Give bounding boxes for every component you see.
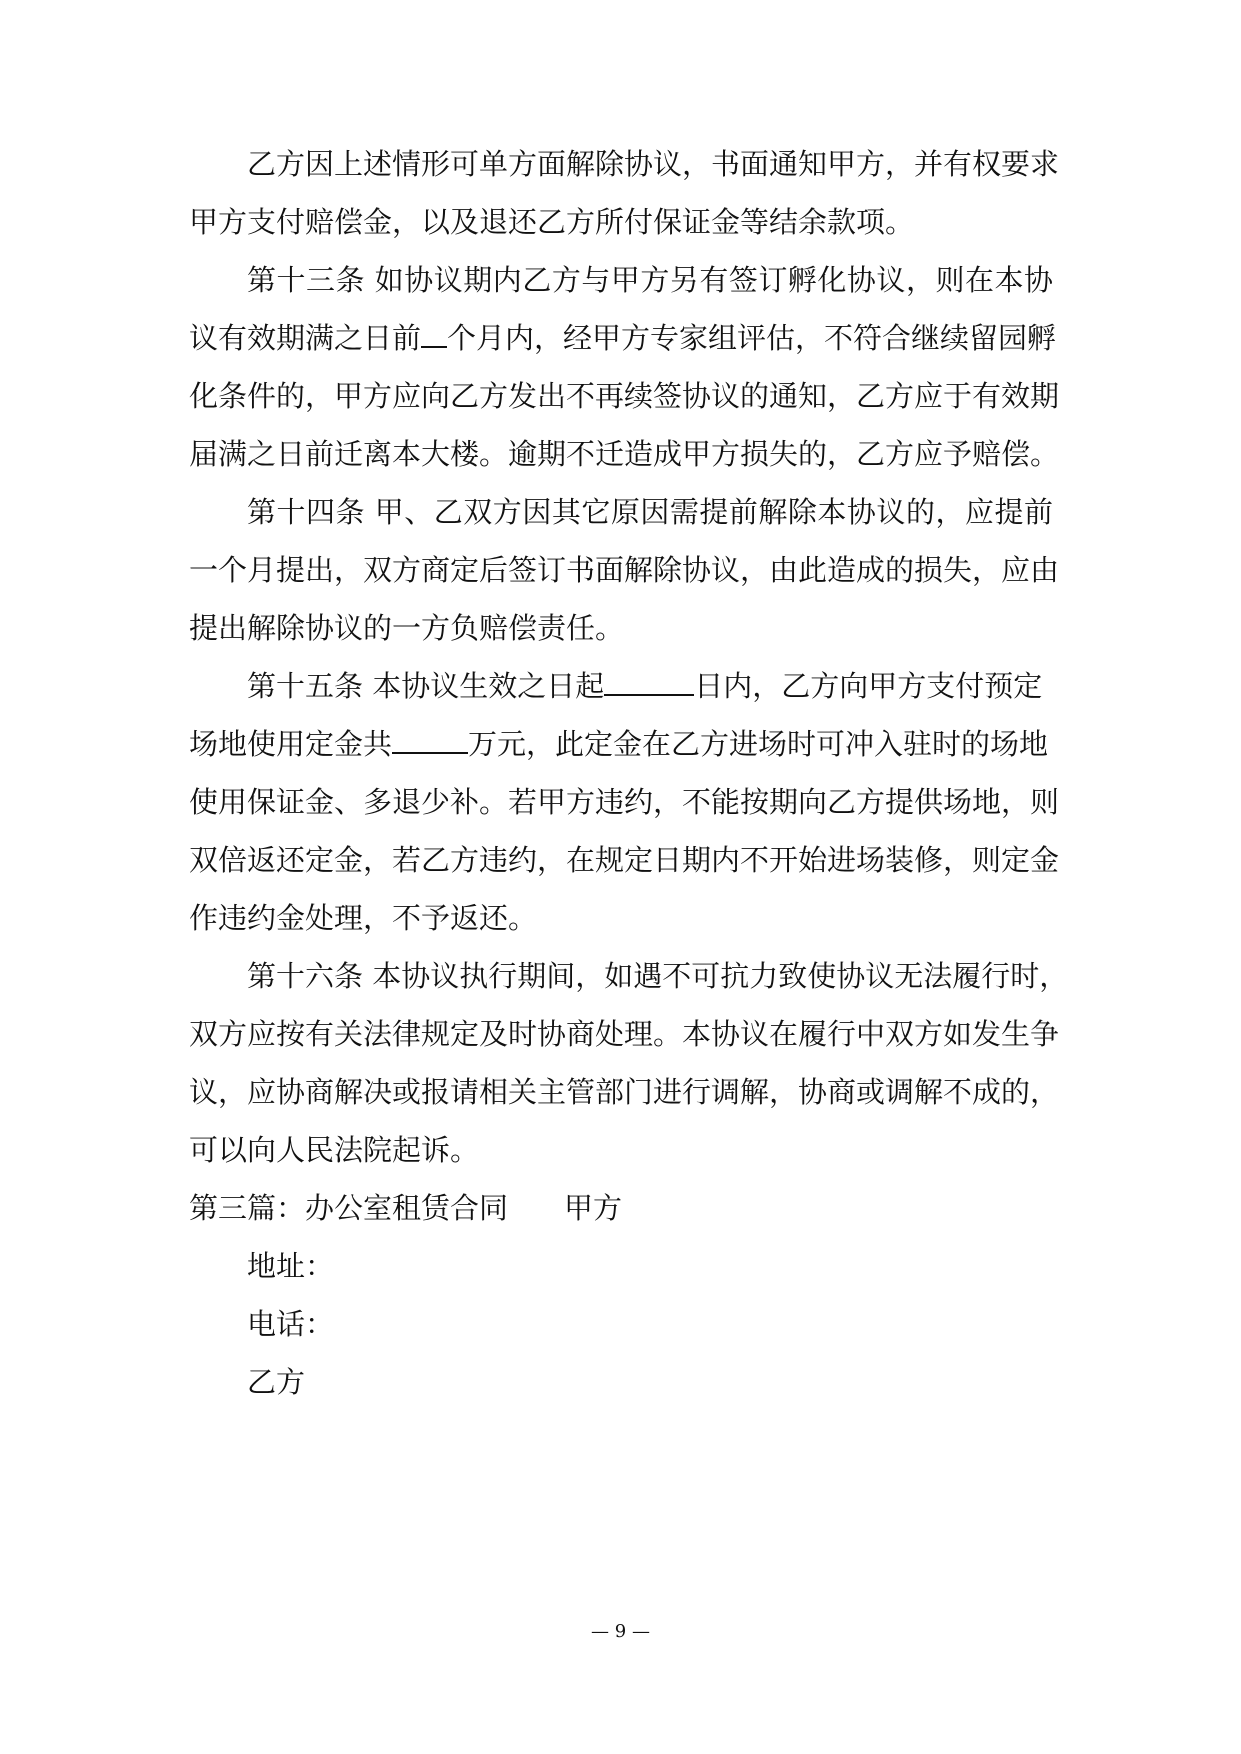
party-a-label: 甲方 bbox=[564, 1191, 623, 1225]
page-number: — 9 — bbox=[591, 1621, 650, 1642]
article-15-line: 双倍返还定金，若乙方违约，在规定日期内不开始进场装修，则定金 bbox=[189, 843, 1060, 877]
article-14-line: 一个月提出，双方商定后签订书面解除协议，由此造成的损失，应由 bbox=[189, 553, 1060, 587]
text-segment: 场地使用定金共 bbox=[189, 727, 393, 761]
article-15-line: 作违约金处理，不予返还。 bbox=[189, 901, 538, 935]
section-heading bbox=[189, 1188, 1059, 1228]
text-segment: 日内，乙方向甲方支付预定 bbox=[694, 669, 1043, 703]
paragraph-line: 乙方因上述情形可单方面解除协议，书面通知甲方，并有权要求 bbox=[247, 147, 1060, 181]
article-13-line: 化条件的，甲方应向乙方发出不再续签协议的通知，乙方应于有效期 bbox=[189, 379, 1060, 413]
paragraph-line: 甲方支付赔偿金，以及退还乙方所付保证金等结余款项。 bbox=[189, 205, 915, 239]
fill-in-blank bbox=[421, 320, 447, 348]
text-segment: 议有效期满之日前 bbox=[189, 321, 422, 355]
text-segment: 第十五条 本协议生效之日起 bbox=[247, 669, 605, 703]
article-13-line: 第十三条 如协议期内乙方与甲方另有签订孵化协议，则在本协 bbox=[247, 263, 1053, 297]
article-16-line: 双方应按有关法律规定及时协商处理。本协议在履行中双方如发生争 bbox=[189, 1017, 1060, 1051]
fill-in-blank bbox=[392, 726, 468, 754]
section-title: 第三篇：办公室租赁合同 bbox=[189, 1191, 509, 1225]
article-14-line: 提出解除协议的一方负赔偿责任。 bbox=[189, 611, 625, 645]
article-15-line: 使用保证金、多退少补。若甲方违约，不能按期向乙方提供场地，则 bbox=[189, 785, 1060, 819]
article-15-line bbox=[247, 666, 1053, 706]
article-16-line: 议，应协商解决或报请相关主管部门进行调解，协商或调解不成的， bbox=[189, 1075, 1060, 1109]
text-segment: 个月内，经甲方专家组评估，不符合继续留园孵 bbox=[447, 321, 1057, 355]
article-15-line bbox=[189, 724, 1059, 764]
fill-in-blank bbox=[604, 668, 694, 696]
party-b-label: 乙方 bbox=[247, 1365, 306, 1399]
article-14-line: 第十四条 甲、乙双方因其它原因需提前解除本协议的，应提前 bbox=[247, 495, 1053, 529]
article-16-line: 第十六条 本协议执行期间，如遇不可抗力致使协议无法履行时， bbox=[247, 959, 1069, 993]
address-label: 地址： bbox=[247, 1249, 335, 1283]
article-16-line: 可以向人民法院起诉。 bbox=[189, 1133, 480, 1167]
phone-label: 电话： bbox=[247, 1307, 335, 1341]
article-13-line bbox=[189, 318, 1059, 358]
text-segment: 万元，此定金在乙方进场时可冲入驻时的场地 bbox=[468, 727, 1049, 761]
article-13-line: 届满之日前迁离本大楼。逾期不迁造成甲方损失的，乙方应予赔偿。 bbox=[189, 437, 1060, 471]
